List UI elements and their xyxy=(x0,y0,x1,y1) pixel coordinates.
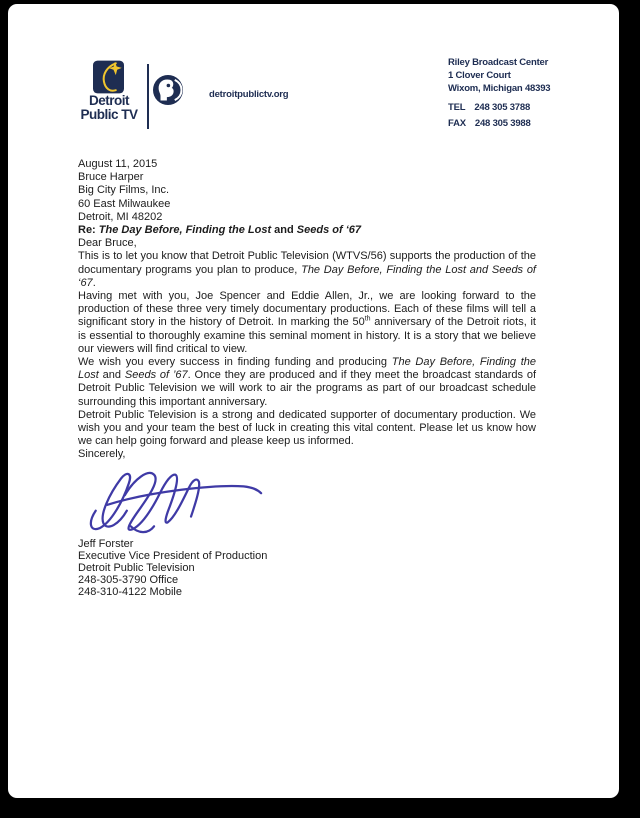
letterhead-contact-block xyxy=(448,56,550,130)
paragraph-2: Having met with you, Joe Spencer and Eddie Allen, Jr., we are looking forward to the production of these three very timely documentary productions. Each of these films will tell a significant story in the history of Detroit. In marking the 50th anniversary of the Detroit riots, it is essential to thoroughly examine this seminal moment in history. It is a story that we believe our viewers will find critical to view. xyxy=(78,290,536,355)
signer-phone-mobile: 248-310-4122 Mobile xyxy=(78,586,182,599)
letter-paper xyxy=(8,4,619,798)
contact-tel-row xyxy=(448,101,550,114)
recipient-city: Detroit, MI 48202 xyxy=(78,210,163,223)
subject-line: Re: The Day Before, Finding the Lost and Seeds of ‘67 xyxy=(78,224,361,237)
signer-block xyxy=(78,538,536,599)
recipient-address-block xyxy=(78,171,536,224)
paragraph-4: Detroit Public Television is a strong and dedicated supporter of documentary production. We wish you and your team the best of luck in creating this vital content. Please let us know how we can help going forward and please keep us informed. xyxy=(78,408,536,448)
signer-organization: Detroit Public Television xyxy=(78,562,195,575)
contact-city: Wixom, Michigan 48393 xyxy=(448,83,551,94)
recipient-company: Big City Films, Inc. xyxy=(78,184,170,197)
brand-wordmark xyxy=(68,94,150,122)
brand-line-2: Public TV xyxy=(80,107,138,122)
letter-body xyxy=(78,158,536,599)
paragraph-1: This is to let you know that Detroit Public Television (WTVS/56) supports the production of the documentary programs you plan to produce, The Day Before, Finding the Lost and Seeds of ‘67. xyxy=(78,250,536,289)
salutation: Dear Bruce, xyxy=(78,237,137,250)
fax-label: FAX xyxy=(448,118,466,129)
letterhead-divider xyxy=(147,64,149,129)
brand-line-1: Detroit xyxy=(89,93,129,108)
recipient-name: Bruce Harper xyxy=(78,171,144,184)
contact-street: 1 Clover Court xyxy=(448,70,511,81)
handwritten-signature-image xyxy=(82,464,267,536)
fax-number: 248 305 3988 xyxy=(474,118,531,129)
tel-label: TEL xyxy=(448,102,466,113)
signer-phone-office: 248-305-3790 Office xyxy=(78,574,179,587)
tel-number: 248 305 3788 xyxy=(474,102,531,113)
detroit-public-tv-logo-icon xyxy=(93,60,124,94)
letter-date: August 11, 2015 xyxy=(78,158,158,170)
recipient-street: 60 East Milwaukee xyxy=(78,197,171,210)
website-text: detroitpublictv.org xyxy=(209,89,289,100)
signer-title: Executive Vice President of Production xyxy=(78,549,268,562)
contact-fax-row xyxy=(448,117,550,130)
closing: Sincerely, xyxy=(78,448,126,461)
pbs-logo-icon xyxy=(153,75,183,105)
contact-phones xyxy=(448,101,550,130)
paragraph-3: We wish you every success in finding funding and producing The Day Before, Finding the Lost and Seeds of ’67. Once they are produced and if they meet the broadcast standards of Detroit Public Television we will work to air the programs as part of our broadcast schedule surrounding this important anniversary. xyxy=(78,356,537,408)
signer-name: Jeff Forster xyxy=(78,537,134,550)
contact-building: Riley Broadcast Center xyxy=(448,57,549,68)
